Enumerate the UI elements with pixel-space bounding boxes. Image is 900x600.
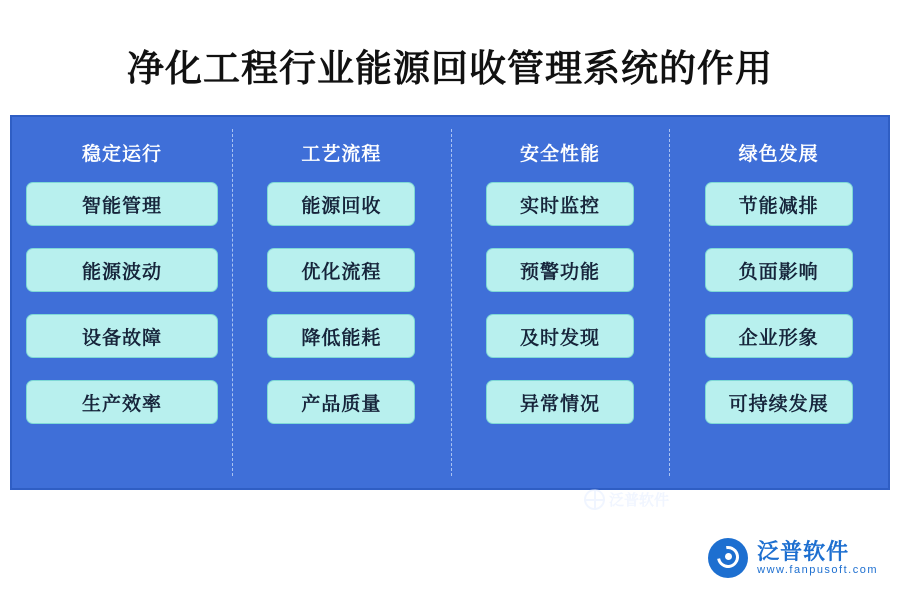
chip-item[interactable]: 可持续发展 xyxy=(705,380,853,424)
brand-text xyxy=(757,539,878,577)
chip-item[interactable]: 优化流程 xyxy=(267,248,415,292)
chip-item[interactable]: 能源波动 xyxy=(26,248,218,292)
chip-item[interactable]: 企业形象 xyxy=(705,314,853,358)
column-process-flow xyxy=(232,117,451,488)
chip-item[interactable]: 智能管理 xyxy=(26,182,218,226)
fanpu-logo-icon xyxy=(708,538,748,578)
chip-item[interactable]: 能源回收 xyxy=(267,182,415,226)
brand-name-en: www.fanpusoft.com xyxy=(757,564,878,577)
brand-logo xyxy=(708,538,878,578)
column-safety-performance xyxy=(451,117,670,488)
chip-item[interactable]: 异常情况 xyxy=(486,380,634,424)
column-green-development xyxy=(669,117,888,488)
column-heading: 安全性能 xyxy=(520,144,601,165)
column-heading: 工艺流程 xyxy=(301,144,382,165)
column-heading: 稳定运行 xyxy=(81,144,162,165)
chip-item[interactable]: 产品质量 xyxy=(267,380,415,424)
brand-name-cn: 泛普软件 xyxy=(757,539,850,565)
chip-item[interactable]: 设备故障 xyxy=(26,314,218,358)
watermark-label: 泛普软件 xyxy=(609,492,670,509)
chip-item[interactable]: 生产效率 xyxy=(26,380,218,424)
globe-icon xyxy=(584,489,605,510)
column-heading: 绿色发展 xyxy=(738,144,819,165)
chip-item[interactable]: 及时发现 xyxy=(486,314,634,358)
chip-item[interactable]: 节能减排 xyxy=(705,182,853,226)
chip-item[interactable]: 负面影响 xyxy=(705,248,853,292)
page-title: 净化工程行业能源回收管理系统的作用 xyxy=(127,48,773,89)
center-watermark xyxy=(584,489,669,510)
chip-item[interactable]: 实时监控 xyxy=(486,182,634,226)
chip-item[interactable]: 预警功能 xyxy=(486,248,634,292)
column-stable-operation xyxy=(12,117,232,488)
diagram-board xyxy=(10,115,890,509)
chip-item[interactable]: 降低能耗 xyxy=(267,314,415,358)
